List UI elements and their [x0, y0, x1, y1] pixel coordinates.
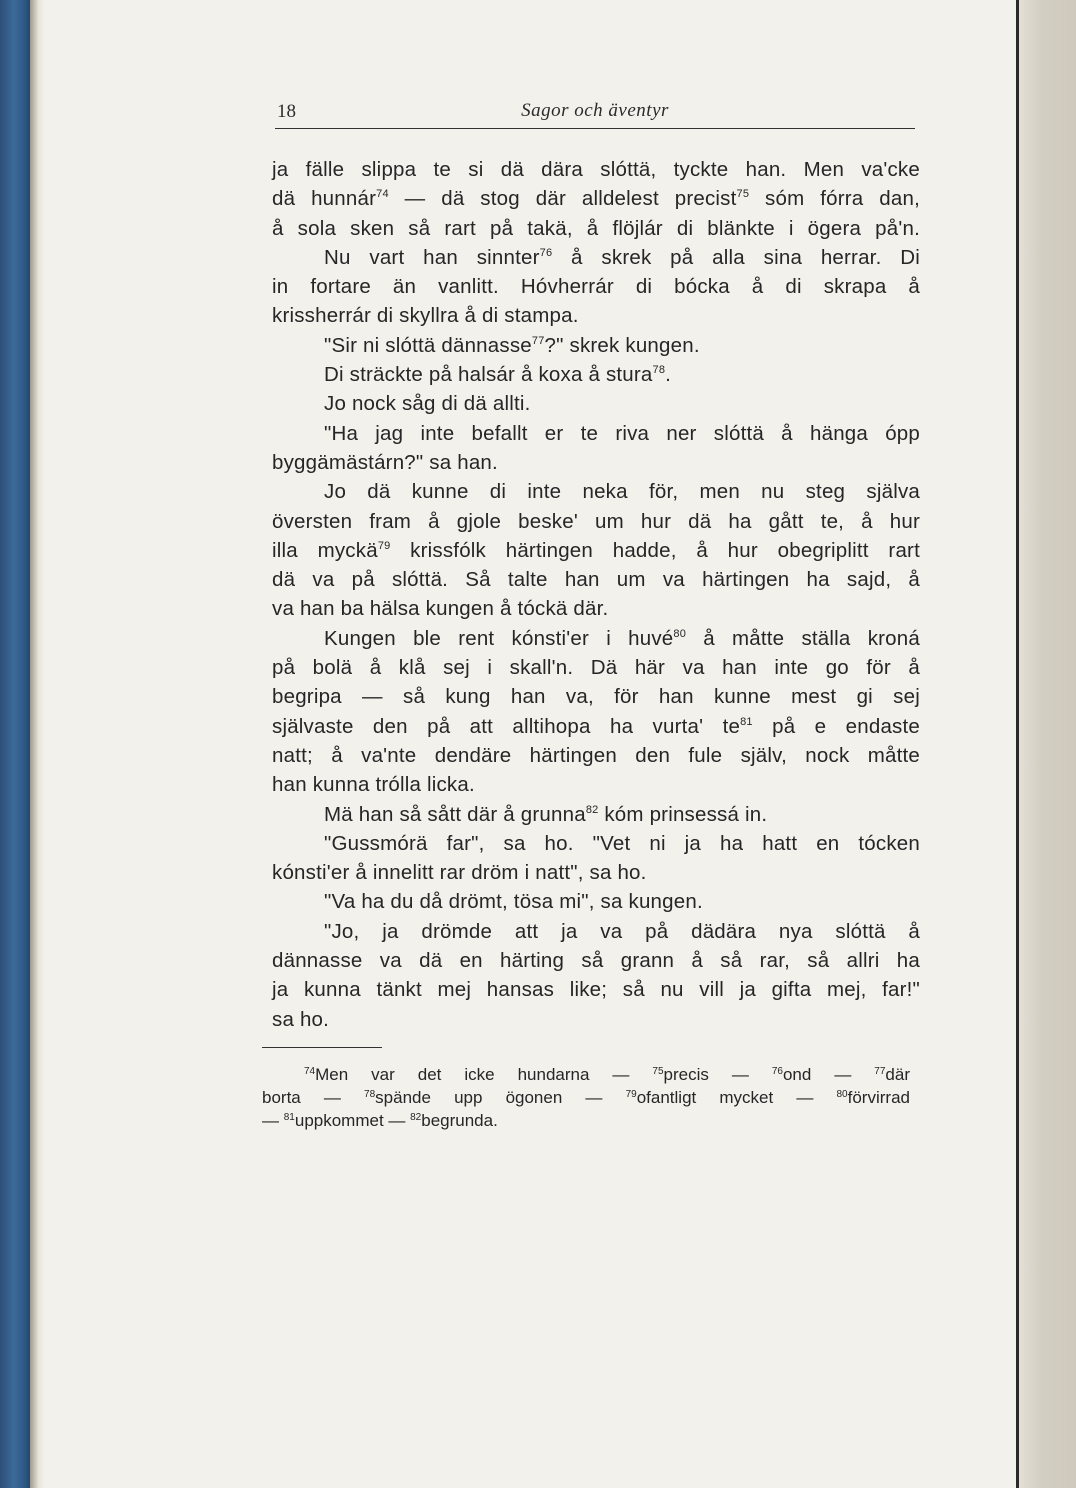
- text-line: ja fälle slippa te si dä dära slóttä, tyckte han. Men va'cke: [272, 158, 920, 181]
- text-line: natt; å va'nte dendäre härtingen den fule själv, nock måtte: [272, 743, 920, 767]
- footnote-ref: 78: [652, 364, 666, 377]
- text-line: byggämästárn?" sa han.: [272, 450, 498, 474]
- footnote-line: $^{74}$Men var det icke hundarna — $^{75}$precis — $^{76}$ond — $^{77}$där: [304, 1065, 910, 1084]
- footnote-ref: 77: [531, 334, 545, 347]
- text-line: dä va på slóttä. Så talte han um va härtingen ha sajd, å: [272, 568, 920, 592]
- text-line: krissherrár di skyllra å di stampa.: [272, 304, 579, 328]
- text-line: "Jo, ja drömde att ja va på dädära nya slóttä å: [324, 919, 920, 943]
- text-line: "Va ha du då drömt, tösa mi", sa kungen.: [324, 890, 703, 914]
- next-page-edge: [1016, 0, 1076, 1488]
- footnote-line: borta — $^{78}$spände upp ögonen — $^{79}$ofantligt mycket — $^{80}$förvirrad: [262, 1088, 910, 1107]
- footnote-ref: 74: [376, 188, 389, 201]
- text-line: Jo nock såg di dä allti.: [324, 392, 531, 416]
- text-line: dä hunnár$^{74}$ — dä stog där alldelest precist$^{75}$ sóm fórra dan,: [272, 187, 920, 211]
- text-line: han kunna trólla licka.: [272, 773, 475, 797]
- text-line: sa ho.: [272, 1007, 330, 1031]
- text-line: översten fram å gjole beske' um hur dä ha gått te, å hur: [272, 509, 920, 533]
- text-line: in fortare än vanlitt. Hóvherrár di bócka å di skrapa å: [272, 275, 920, 299]
- text-line: "Ha jag inte befallt er te riva ner slóttä å hänga ópp: [324, 421, 920, 445]
- footnote-ref: 80: [673, 627, 687, 640]
- text-line: Nu vart han sinnter$^{76}$ å skrek på alla sina herrar. Di: [324, 245, 921, 269]
- text-line: illa myckä$^{79}$ krissfólk härtingen hadde, å hur obegriplitt rart: [272, 538, 920, 562]
- running-title: Sagor och äventyr: [521, 100, 669, 121]
- text-line: Jo dä kunne di inte neka för, men nu steg själva: [324, 480, 920, 504]
- page-edge-shadow: [1016, 0, 1019, 1488]
- footnotes: [262, 1063, 910, 1132]
- page-header: [275, 98, 915, 129]
- book-binding: [0, 0, 30, 1488]
- text-line: ja kunna tänkt mej hansas like; så nu vill ja gifta mej, far!": [272, 978, 920, 1002]
- text-line: begripa — så kung han va, för han kunne mest gi sej: [272, 685, 920, 709]
- footnote-ref: 76: [539, 246, 553, 259]
- text-line: va han ba hälsa kungen å tóckä där.: [272, 597, 609, 621]
- text-line: "Sir ni slóttä dännasse$^{77}$?" skrek kungen.: [324, 333, 700, 357]
- text-line: självaste den på att alltihopa ha vurta' $te^{81}$ på e endaste: [272, 714, 920, 738]
- text-line: dännasse va dä en härting så grann å så rar, så allri ha: [272, 949, 920, 973]
- text-line: Mä han så sått där å grunna$^{82}$ kóm prinsessá in.: [324, 802, 768, 826]
- text-line: Di sträckte på halsár å koxa å stura$^{78}$.: [324, 363, 672, 387]
- footnote-rule: [262, 1047, 382, 1048]
- text-line: Kungen ble rent kónsti'er i huvé$^{80}$ å måtte ställa kroná: [324, 626, 920, 650]
- text-line: å sola sken så rart på takä, å flöjlár di blänkte i ögera på'n.: [272, 216, 920, 240]
- footnote-ref: 82: [585, 803, 599, 816]
- footnote-line: — $^{81}$uppkommet — $^{82}$begrunda.: [262, 1111, 498, 1130]
- text-line: på bolä å klå sej i skall'n. Dä här va han inte go för å: [272, 656, 920, 680]
- text-line: kónsti'er å innelitt rar dröm i natt", sa ho.: [272, 861, 647, 885]
- footnote-ref: 81: [740, 715, 753, 728]
- page-number: 18: [277, 101, 296, 122]
- footnote-ref: 75: [736, 188, 750, 201]
- text-line: "Gussmórä far", sa ho. "Vet ni ja ha hatt en tócken: [324, 831, 920, 855]
- body-text: [272, 155, 920, 1034]
- footnote-ref: 79: [377, 539, 391, 552]
- page-gutter: [30, 0, 44, 1488]
